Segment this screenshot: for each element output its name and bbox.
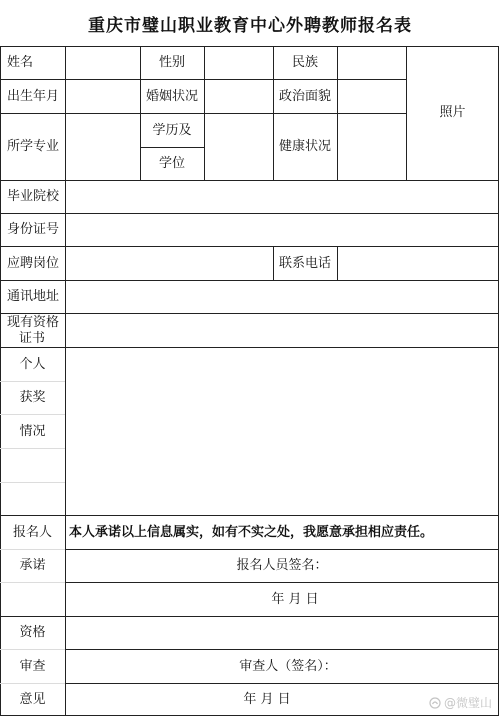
applicant-signature-label[interactable]: 报名人员签名： <box>236 558 328 574</box>
applicant-date[interactable]: 年 月 日 <box>271 591 319 607</box>
label-personal-1: 个人 <box>19 356 46 372</box>
label-birth: 出生年月 <box>7 88 60 104</box>
label-name: 姓名 <box>7 54 34 70</box>
field-address[interactable] <box>65 281 499 314</box>
field-certificates[interactable] <box>65 314 499 348</box>
label-opinion: 意见 <box>19 691 46 707</box>
label-certificates-line2: 证书 <box>19 331 46 346</box>
field-birth[interactable] <box>65 80 140 114</box>
field-gender[interactable] <box>204 46 273 80</box>
watermark-text: @微璧山 <box>443 696 492 710</box>
label-ethnicity: 民族 <box>291 54 318 70</box>
label-gender: 性别 <box>158 54 185 70</box>
field-id-number[interactable] <box>65 214 499 247</box>
label-political: 政治面貌 <box>278 88 331 104</box>
label-address: 通讯地址 <box>7 289 60 305</box>
reviewer-signature-label[interactable]: 审查人（签名）： <box>239 658 337 674</box>
photo-box[interactable]: 照片 <box>439 104 466 120</box>
form-title: 重庆市璧山职业教育中心外聘教师报名表 <box>88 15 412 36</box>
label-certificates <box>0 314 65 348</box>
label-marital: 婚姻状况 <box>145 88 198 104</box>
label-review: 审查 <box>19 658 46 674</box>
label-major: 所学专业 <box>7 138 60 154</box>
field-major[interactable] <box>65 114 140 180</box>
label-health: 健康状况 <box>278 138 331 154</box>
label-applicant: 报名人 <box>12 524 52 540</box>
pledge-statement: 本人承诺以上信息属实，如有不实之处，我愿意承担相应责任。 <box>69 524 434 540</box>
field-marital[interactable] <box>204 80 273 114</box>
field-ethnicity[interactable] <box>337 46 406 80</box>
label-personal-3: 情况 <box>19 423 46 439</box>
label-qualification: 资格 <box>19 625 46 641</box>
label-certificates-line1: 现有资格 <box>7 314 60 330</box>
label-education-line1: 学历及 <box>152 122 192 138</box>
label-id-number: 身份证号 <box>7 222 60 238</box>
watermark <box>429 694 492 711</box>
field-political[interactable] <box>337 80 406 114</box>
review-date[interactable]: 年 月 日 <box>243 691 291 707</box>
field-phone[interactable] <box>337 247 499 281</box>
field-health[interactable] <box>337 114 406 180</box>
watermark-logo-icon <box>429 697 441 709</box>
field-education[interactable] <box>204 114 273 180</box>
label-school: 毕业院校 <box>7 188 60 204</box>
field-school[interactable] <box>65 180 499 214</box>
field-review-notes[interactable] <box>65 617 499 650</box>
label-education-line2: 学位 <box>158 155 185 171</box>
label-personal-2: 获奖 <box>19 390 46 406</box>
label-commit: 承诺 <box>19 558 46 574</box>
field-position[interactable] <box>65 247 273 281</box>
field-name[interactable] <box>65 46 140 80</box>
registration-form-table <box>0 46 500 716</box>
field-awards[interactable] <box>65 348 499 516</box>
label-position: 应聘岗位 <box>7 255 60 271</box>
label-phone: 联系电话 <box>278 255 331 271</box>
